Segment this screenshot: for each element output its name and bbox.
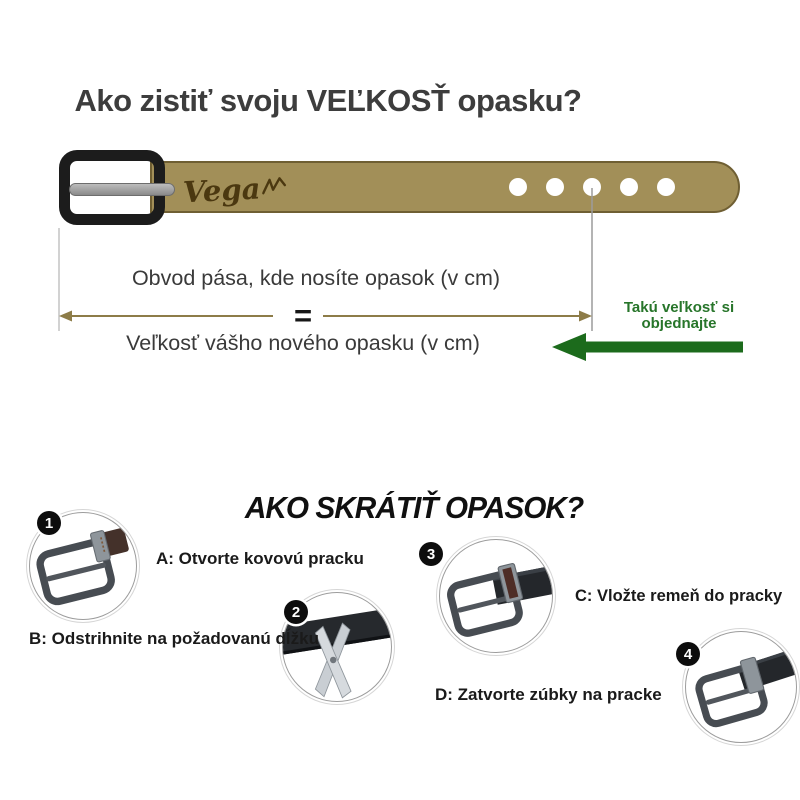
belt-hole: [546, 178, 564, 196]
belt-size-label: Veľkosť vášho nového opasku (v cm): [126, 331, 480, 355]
step-3-badge: 3: [419, 542, 443, 566]
buckle-with-strap-icon: [440, 540, 552, 652]
equals-sign: =: [293, 298, 313, 333]
buckle-pin: [69, 183, 175, 196]
belt-hole: [583, 178, 601, 196]
order-note: Takú veľkosť si objednajte: [623, 299, 735, 332]
belt-brand-logo: [182, 163, 314, 216]
belt-hole: [620, 178, 638, 196]
step-c-instruction: C: Vložte remeň do pracky: [575, 587, 783, 605]
waist-measure-label: Obvod pása, kde nosíte opasok (v cm): [131, 266, 501, 290]
belt-hole: [657, 178, 675, 196]
step-4-badge: 4: [676, 642, 700, 666]
closed-buckle-icon: [686, 632, 796, 742]
step-b-instruction: B: Odstrihnite na požadovanú dĺžku: [29, 629, 319, 648]
belt-brand-logo-text: Vega: [182, 171, 262, 210]
logo-mark-icon: [262, 176, 289, 199]
step-3-image: [439, 539, 553, 653]
page-title: Ako zistiť svoju VEĽKOSŤ opasku?: [74, 82, 582, 118]
step-2-badge: 2: [284, 600, 308, 624]
measure-double-arrow: [59, 311, 592, 322]
order-size-arrow-icon: [552, 333, 743, 361]
step-1-badge: 1: [37, 511, 61, 535]
step-4-image: [685, 631, 797, 743]
shorten-title: AKO SKRÁTIŤ OPASOK?: [244, 489, 584, 525]
step-d-instruction: D: Zatvorte zúbky na pracke: [435, 685, 662, 704]
step-a-instruction: A: Otvorte kovovú pracku: [156, 549, 364, 568]
belt-hole: [509, 178, 527, 196]
